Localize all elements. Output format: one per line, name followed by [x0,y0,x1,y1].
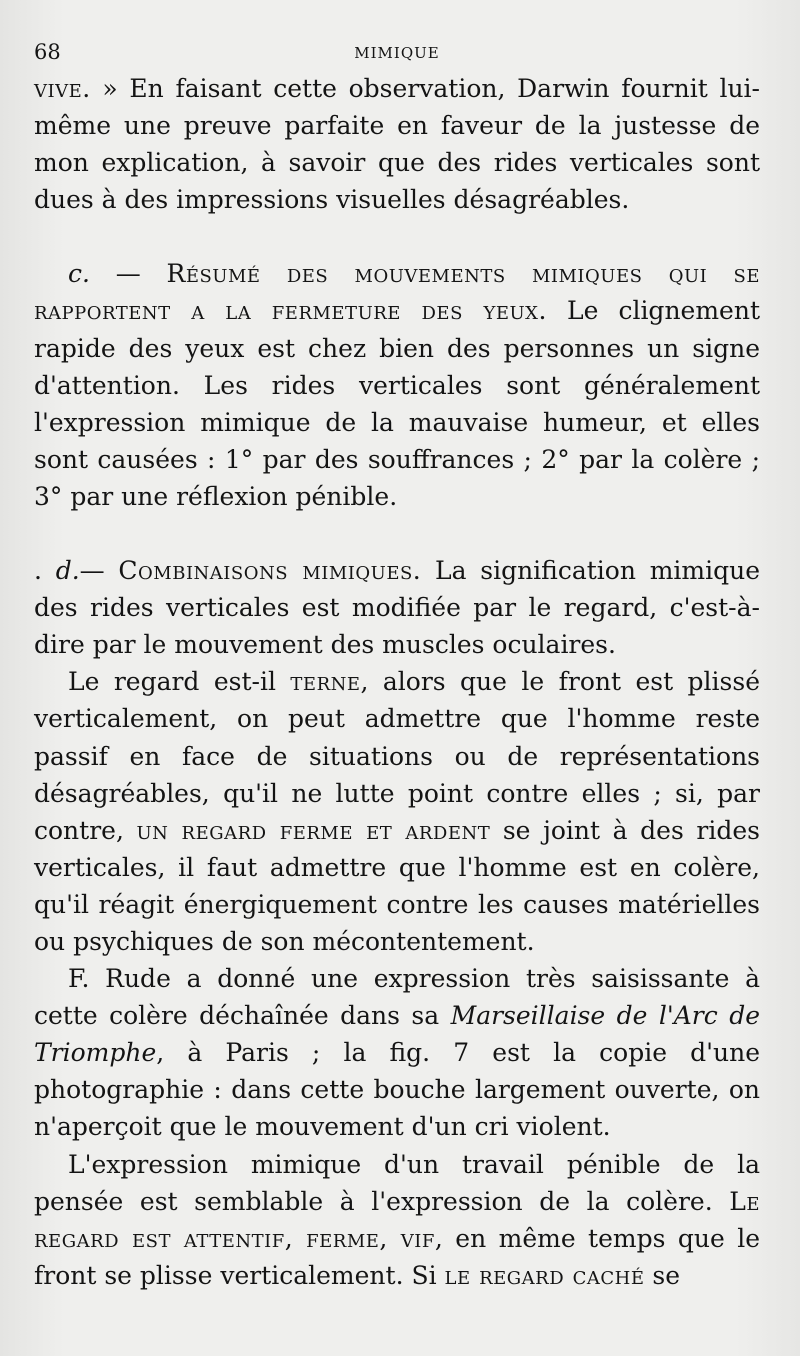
text-run: L'expression mimique d'un travail pénible de la pensée est semblable à l'expression de la colère. [34,1149,760,1216]
section-marker: c. [68,259,90,289]
section-c [34,255,760,515]
section-d [34,552,760,663]
text-run: se joint à des rides verticales, il faut admettre que l'homme est en colère, qu'il réagit énergiquement contre les causes matérielles ou psychiques de son mécontentement. [34,815,760,956]
small-caps-text: le regard caché [444,1260,645,1290]
paragraph-text: » En faisant cette observation, Darwin fournit lui-même une preuve parfaite en faveur de la justesse de mon explication, à savoir que des rides verticales sont dues à des impressions visuelles désagréables. [34,74,760,215]
paragraph-rude [34,960,760,1145]
running-head [34,30,760,70]
section-prefix: . [34,556,56,586]
text-run: , alors que le front est plissé verticalement, on peut admettre que l'homme reste passif en face de situations ou de représentations désagréables, qu'il ne lutte point contre elles ; si, par contre, [34,667,760,845]
section-marker: d. [55,556,80,586]
body-text [34,70,760,1294]
paragraph-expression [34,1146,760,1294]
small-caps-text: terne [290,667,361,697]
text-run: se [644,1260,681,1290]
page-number: 68 [34,40,61,64]
artwork-title: Marseillaise de l'Arc de Triomphe [34,1001,761,1068]
paragraph-text: Le clignement rapide des yeux est chez bien des personnes un signe d'attention. Les rides verticales sont généralement l'expression mimique de la mauvaise humeur, et elles sont causées : 1° par des souffrances ; 2° par la colère ; 3° par une réflexion pénible. [34,296,760,511]
small-caps-text: un regard ferme et ardent [136,815,491,845]
section-heading: Résumé des mouvements mimiques qui se rapportent a la fermeture des yeux. [34,259,760,326]
section-dash: — [79,556,119,586]
section-heading: Combinaisons mimiques. [118,556,422,586]
text-run: , à Paris ; la fig. 7 est la copie d'une photographie : dans cette bouche largement ouverte, on n'aperçoit que le mouvement d'un cri violent. [34,1038,760,1142]
small-caps-text: vive. [34,74,91,103]
section-dash: — [89,259,167,289]
text-run: F. Rude a donné une expression très saisissante à cette colère déchaînée dans sa [34,964,760,1031]
small-caps-text: Le regard est attentif, ferme, vif [34,1186,760,1253]
page-header-title: MIMIQUE [354,44,440,62]
text-run: Le regard est-il [68,667,291,697]
paragraph-darwin [34,70,760,218]
text-run: , en même temps que le front se plisse verticalement. Si [34,1223,760,1290]
paragraph-regard [34,663,760,960]
paragraph-text: La signification mimique des rides verticales est modifiée par le regard, c'est-à-dire par le mouvement des muscles oculaires. [34,556,760,660]
